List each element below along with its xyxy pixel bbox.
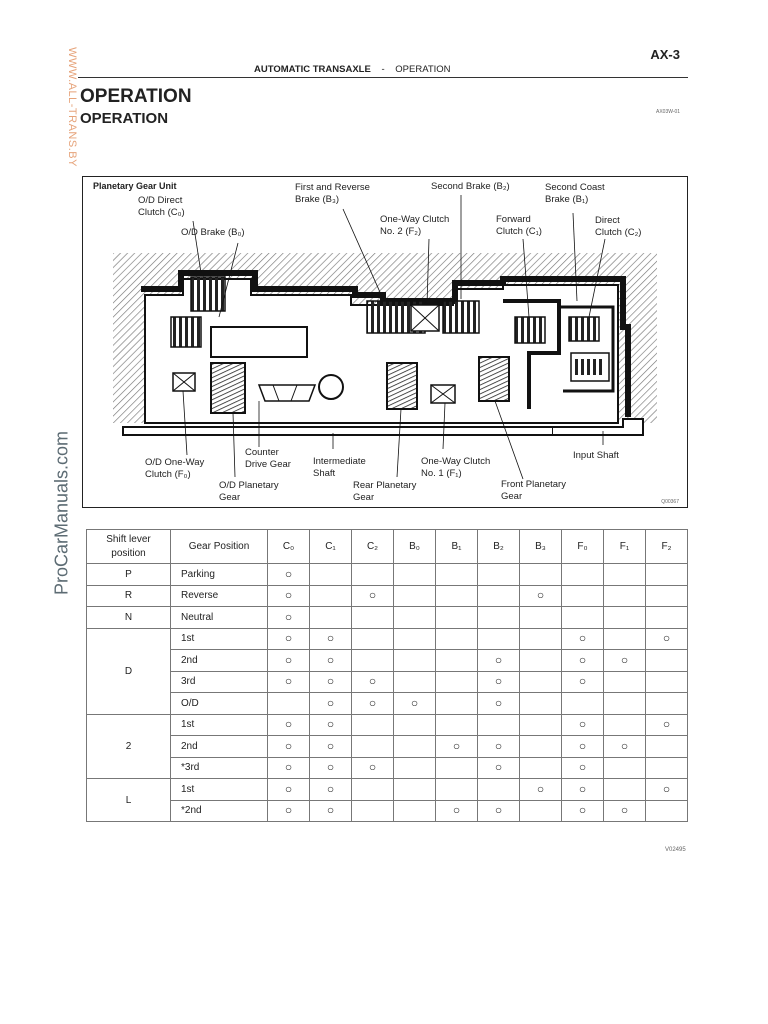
engagement-cell xyxy=(478,693,520,715)
engagement-cell xyxy=(604,736,646,758)
engaged-mark: ○ xyxy=(284,760,293,775)
engagement-cell xyxy=(268,779,310,801)
label-counter-drive-gear: Counter Drive Gear xyxy=(245,447,291,470)
gear-position-cell: 2nd xyxy=(171,650,268,672)
shift-lever-cell: N xyxy=(87,607,171,629)
engaged-mark: ○ xyxy=(284,609,293,624)
table-row xyxy=(87,607,688,629)
od-direct-clutch-pack xyxy=(191,277,225,311)
engaged-mark: ○ xyxy=(326,631,335,646)
engagement-cell xyxy=(478,779,520,801)
engagement-cell xyxy=(604,714,646,736)
engaged-mark: ○ xyxy=(620,803,629,818)
engagement-cell xyxy=(268,714,310,736)
engagement-cell xyxy=(394,607,436,629)
engagement-cell xyxy=(310,757,352,779)
watermark-top-text: WWW.ALL-TRANS.BY xyxy=(66,46,78,167)
engaged-mark: ○ xyxy=(326,738,335,753)
watermark-vertical-side xyxy=(48,428,76,598)
engagement-cell xyxy=(520,564,562,586)
engaged-mark: ○ xyxy=(578,738,587,753)
header-separator: - xyxy=(381,64,385,75)
header-c1: C₁ xyxy=(310,530,352,564)
engaged-mark: ○ xyxy=(494,652,503,667)
engagement-cell xyxy=(520,650,562,672)
table-row xyxy=(87,714,688,736)
label-second-coast-brake: Second Coast Brake (B₁) xyxy=(545,182,605,205)
shift-lever-cell: R xyxy=(87,585,171,607)
engaged-mark: ○ xyxy=(284,803,293,818)
header-f1: F₁ xyxy=(604,530,646,564)
engagement-cell xyxy=(352,800,394,822)
engagement-cell xyxy=(436,650,478,672)
header-f2: F₂ xyxy=(646,530,688,564)
header-b3: B₃ xyxy=(520,530,562,564)
engaged-mark: ○ xyxy=(326,717,335,732)
header-b1: B₁ xyxy=(436,530,478,564)
engagement-cell xyxy=(436,585,478,607)
engaged-mark: ○ xyxy=(284,652,293,667)
rear-planetary-gear-drawing xyxy=(387,363,417,409)
label-direct-clutch: Direct Clutch (C₂) xyxy=(595,215,642,238)
diagram-code: Q00367 xyxy=(661,499,679,505)
header-shift-lever: Shift lever position xyxy=(87,530,171,564)
label-first-reverse-brake: First and Reverse Brake (B₃) xyxy=(295,182,370,205)
label-oneway-clutch-2: One-Way Clutch No. 2 (F₂) xyxy=(380,214,450,237)
header-gear-position: Gear Position xyxy=(171,530,268,564)
section-title: OPERATION xyxy=(80,110,169,127)
engagement-cell xyxy=(478,585,520,607)
engaged-mark: ○ xyxy=(494,695,503,710)
engagement-cell xyxy=(352,714,394,736)
table-row xyxy=(87,736,688,758)
engagement-cell xyxy=(562,607,604,629)
label-oneway-clutch-1: One-Way Clutch No. 1 (F₁) xyxy=(421,456,491,479)
gear-position-cell: O/D xyxy=(171,693,268,715)
engaged-mark: ○ xyxy=(452,803,461,818)
engagement-cell xyxy=(520,671,562,693)
engagement-cell xyxy=(478,607,520,629)
engaged-mark: ○ xyxy=(326,781,335,796)
table-row xyxy=(87,693,688,715)
header-c0: C₀ xyxy=(268,530,310,564)
engaged-mark: ○ xyxy=(620,738,629,753)
engagement-cell xyxy=(478,564,520,586)
engagement-cell xyxy=(520,800,562,822)
engagement-cell xyxy=(436,714,478,736)
engaged-mark: ○ xyxy=(368,674,377,689)
label-intermediate-shaft: Intermediate Shaft xyxy=(313,456,366,479)
engaged-mark: ○ xyxy=(368,588,377,603)
engaged-mark: ○ xyxy=(326,760,335,775)
engaged-mark: ○ xyxy=(326,652,335,667)
engaged-mark: ○ xyxy=(284,588,293,603)
table-header-row xyxy=(87,530,688,564)
engagement-cell xyxy=(646,607,688,629)
engagement-cell xyxy=(562,800,604,822)
header-c2: C₂ xyxy=(352,530,394,564)
engagement-cell xyxy=(310,650,352,672)
engaged-mark: ○ xyxy=(494,674,503,689)
engagement-cell xyxy=(604,800,646,822)
intermediate-shaft-drawing xyxy=(123,427,553,435)
engagement-cell xyxy=(268,693,310,715)
header-rule xyxy=(78,77,688,78)
engaged-mark: ○ xyxy=(410,695,419,710)
engagement-cell xyxy=(436,628,478,650)
bearing xyxy=(319,375,343,399)
engagement-cell xyxy=(268,650,310,672)
running-header xyxy=(254,64,451,75)
engagement-cell xyxy=(604,650,646,672)
engagement-cell xyxy=(352,650,394,672)
engagement-cell xyxy=(394,671,436,693)
table-row xyxy=(87,628,688,650)
shift-lever-cell: P xyxy=(87,564,171,586)
engaged-mark: ○ xyxy=(620,652,629,667)
engagement-cell xyxy=(436,779,478,801)
engagement-cell xyxy=(562,628,604,650)
table-row xyxy=(87,564,688,586)
engaged-mark: ○ xyxy=(578,803,587,818)
table-row xyxy=(87,779,688,801)
engagement-cell xyxy=(436,736,478,758)
engagement-cell xyxy=(268,564,310,586)
engagement-cell xyxy=(562,693,604,715)
label-forward-clutch: Forward Clutch (C₁) xyxy=(496,214,542,237)
engagement-cell xyxy=(646,736,688,758)
engagement-cell xyxy=(436,564,478,586)
engagement-cell xyxy=(646,564,688,586)
engagement-cell xyxy=(562,650,604,672)
engagement-cell xyxy=(562,714,604,736)
engagement-cell xyxy=(394,714,436,736)
label-od-planetary-gear: O/D Planetary Gear xyxy=(219,480,279,503)
engagement-cell xyxy=(520,714,562,736)
engagement-cell xyxy=(520,779,562,801)
header-section: AUTOMATIC TRANSAXLE xyxy=(254,64,371,75)
engagement-cell xyxy=(268,736,310,758)
engaged-mark: ○ xyxy=(284,738,293,753)
header-b2: B₂ xyxy=(478,530,520,564)
engagement-cell xyxy=(604,693,646,715)
engagement-cell xyxy=(394,693,436,715)
reference-code: AX03W-01 xyxy=(656,109,681,115)
engagement-cell xyxy=(394,628,436,650)
gear-position-cell: *2nd xyxy=(171,800,268,822)
engaged-mark: ○ xyxy=(494,760,503,775)
od-brake-pack xyxy=(171,317,201,347)
engagement-cell xyxy=(394,650,436,672)
engaged-mark: ○ xyxy=(578,760,587,775)
gear-position-cell: Reverse xyxy=(171,585,268,607)
engagement-cell xyxy=(268,800,310,822)
engaged-mark: ○ xyxy=(284,674,293,689)
label-input-shaft: Input Shaft xyxy=(573,450,619,461)
engaged-mark: ○ xyxy=(494,803,503,818)
header-subsection: OPERATION xyxy=(395,64,451,75)
page-number: AX-3 xyxy=(650,47,680,62)
engaged-mark: ○ xyxy=(578,631,587,646)
engaged-mark: ○ xyxy=(536,588,545,603)
engagement-cell xyxy=(352,585,394,607)
engaged-mark: ○ xyxy=(578,781,587,796)
engagement-cell xyxy=(604,585,646,607)
engaged-mark: ○ xyxy=(326,674,335,689)
shift-lever-cell: D xyxy=(87,628,171,714)
engagement-cell xyxy=(310,779,352,801)
engagement-cell xyxy=(310,736,352,758)
table-row xyxy=(87,650,688,672)
engaged-mark: ○ xyxy=(284,717,293,732)
engagement-cell xyxy=(436,607,478,629)
engagement-cell xyxy=(562,671,604,693)
page-title: OPERATION xyxy=(80,86,192,107)
engagement-cell xyxy=(604,564,646,586)
label-second-brake: Second Brake (B₂) xyxy=(431,181,510,192)
gear-position-cell: *3rd xyxy=(171,757,268,779)
engagement-cell xyxy=(604,628,646,650)
od-planetary-gear-drawing xyxy=(211,363,245,413)
diagram-title: Planetary Gear Unit xyxy=(93,181,177,191)
engagement-cell xyxy=(310,693,352,715)
gear-position-cell: 1st xyxy=(171,628,268,650)
engaged-mark: ○ xyxy=(662,631,671,646)
engagement-cell xyxy=(268,607,310,629)
engagement-cell xyxy=(352,564,394,586)
second-brake-pack xyxy=(443,301,479,333)
shift-lever-cell: L xyxy=(87,779,171,822)
engagement-cell xyxy=(520,607,562,629)
engaged-mark: ○ xyxy=(494,738,503,753)
engagement-cell xyxy=(520,736,562,758)
table-body xyxy=(87,564,688,822)
engagement-cell xyxy=(310,800,352,822)
header-f0: F₀ xyxy=(562,530,604,564)
engagement-cell xyxy=(646,628,688,650)
engagement-cell xyxy=(478,736,520,758)
engagement-cell xyxy=(268,585,310,607)
engagement-cell xyxy=(646,714,688,736)
engagement-cell xyxy=(604,757,646,779)
engagement-cell xyxy=(352,693,394,715)
engagement-cell xyxy=(478,628,520,650)
engagement-cell xyxy=(520,693,562,715)
engagement-cell xyxy=(646,757,688,779)
counter-drive-gear-drawing xyxy=(259,385,315,401)
engagement-cell xyxy=(478,800,520,822)
engagement-cell xyxy=(352,607,394,629)
label-od-direct-clutch: O/D Direct Clutch (C₀) xyxy=(138,195,185,218)
engagement-cell xyxy=(394,800,436,822)
shift-lever-cell: 2 xyxy=(87,714,171,779)
od-carrier xyxy=(211,327,307,357)
engagement-cell xyxy=(310,714,352,736)
direct-clutch-pack xyxy=(569,317,599,341)
label-od-brake: O/D Brake (B₀) xyxy=(181,227,245,238)
engagement-cell xyxy=(310,671,352,693)
engaged-mark: ○ xyxy=(578,652,587,667)
engagement-cell xyxy=(310,564,352,586)
figure-code: V02495 xyxy=(665,847,686,853)
engaged-mark: ○ xyxy=(662,781,671,796)
engagement-cell xyxy=(352,757,394,779)
engaged-mark: ○ xyxy=(452,738,461,753)
engagement-cell xyxy=(436,671,478,693)
engaged-mark: ○ xyxy=(284,566,293,581)
engagement-cell xyxy=(394,564,436,586)
engaged-mark: ○ xyxy=(536,781,545,796)
engaged-mark: ○ xyxy=(284,781,293,796)
engagement-cell xyxy=(310,628,352,650)
gear-position-cell: 3rd xyxy=(171,671,268,693)
gear-position-cell: Parking xyxy=(171,564,268,586)
engagement-cell xyxy=(562,564,604,586)
engagement-cell xyxy=(268,671,310,693)
header-b0: B₀ xyxy=(394,530,436,564)
engagement-cell xyxy=(394,779,436,801)
table-row xyxy=(87,757,688,779)
engagement-cell xyxy=(436,693,478,715)
table-row xyxy=(87,585,688,607)
engagement-cell xyxy=(394,757,436,779)
engagement-cell xyxy=(478,714,520,736)
engagement-cell xyxy=(352,671,394,693)
engaged-mark: ○ xyxy=(284,631,293,646)
engagement-cell xyxy=(436,800,478,822)
label-rear-planetary-gear: Rear Planetary Gear xyxy=(353,480,417,503)
engaged-mark: ○ xyxy=(662,717,671,732)
engagement-cell xyxy=(310,607,352,629)
engagement-cell xyxy=(478,671,520,693)
engagement-cell xyxy=(352,736,394,758)
engagement-cell xyxy=(562,757,604,779)
gear-position-cell: 1st xyxy=(171,714,268,736)
engagement-cell xyxy=(436,757,478,779)
engaged-mark: ○ xyxy=(578,674,587,689)
engaged-mark: ○ xyxy=(368,695,377,710)
planetary-gear-diagram xyxy=(82,176,688,508)
engagement-cell xyxy=(646,779,688,801)
engagement-cell xyxy=(562,736,604,758)
engagement-cell xyxy=(604,779,646,801)
engagement-cell xyxy=(268,628,310,650)
table-row xyxy=(87,671,688,693)
engaged-mark: ○ xyxy=(326,803,335,818)
engagement-cell xyxy=(478,650,520,672)
engagement-cell xyxy=(352,779,394,801)
engagement-cell xyxy=(646,800,688,822)
operation-table xyxy=(86,529,688,822)
engagement-cell xyxy=(520,757,562,779)
engagement-cell xyxy=(478,757,520,779)
engagement-cell xyxy=(562,779,604,801)
engagement-cell xyxy=(646,585,688,607)
label-od-oneway-clutch: O/D One-Way Clutch (F₀) xyxy=(145,457,205,480)
gear-position-cell: Neutral xyxy=(171,607,268,629)
engagement-cell xyxy=(394,585,436,607)
engagement-cell xyxy=(604,607,646,629)
engaged-mark: ○ xyxy=(578,717,587,732)
engagement-cell xyxy=(520,628,562,650)
table-row xyxy=(87,800,688,822)
engagement-cell xyxy=(520,585,562,607)
watermark-side-text: ProCarManuals.com xyxy=(51,430,72,596)
gear-position-cell: 2nd xyxy=(171,736,268,758)
engagement-cell xyxy=(310,585,352,607)
engagement-cell xyxy=(646,650,688,672)
engagement-cell xyxy=(646,693,688,715)
engaged-mark: ○ xyxy=(326,695,335,710)
forward-clutch-pack xyxy=(515,317,545,343)
engagement-cell xyxy=(604,671,646,693)
engagement-cell xyxy=(352,628,394,650)
label-front-planetary-gear: Front Planetary Gear xyxy=(501,479,566,502)
engagement-cell xyxy=(562,585,604,607)
engagement-cell xyxy=(268,757,310,779)
front-planetary-gear-drawing xyxy=(479,357,509,401)
engagement-cell xyxy=(646,671,688,693)
engagement-cell xyxy=(394,736,436,758)
gear-position-cell: 1st xyxy=(171,779,268,801)
engaged-mark: ○ xyxy=(368,760,377,775)
